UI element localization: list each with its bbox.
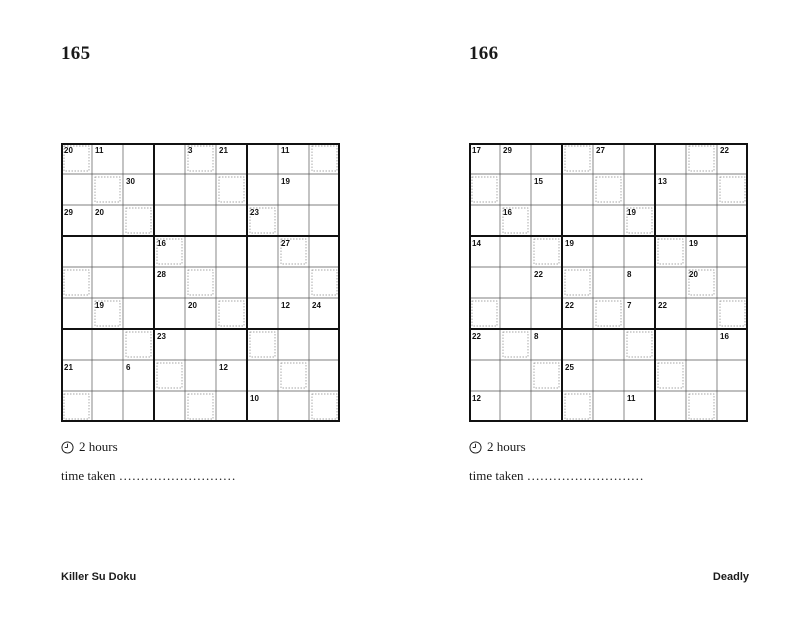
cage-outline [627,332,652,357]
cage-outline [250,332,275,357]
time-taken-right: time taken ……………………… [469,468,644,483]
cage-sum: 12 [281,301,290,310]
cage-outline [472,177,497,202]
cage-sum: 14 [472,239,481,248]
cage-sum: 15 [534,177,543,186]
cage-sum: 19 [689,239,698,248]
cage-sum: 30 [126,177,135,186]
cage-sum: 11 [95,146,104,155]
cage-sum: 21 [64,363,73,372]
cage-outline [312,146,337,171]
cage-outline [188,394,213,419]
cage-sum: 27 [596,146,605,155]
grid-lines [61,143,340,422]
cage-outline [64,270,89,295]
cage-outline [219,301,244,326]
cage-sum: 11 [281,146,290,155]
cage-sum: 29 [503,146,512,155]
cage-outline [188,270,213,295]
cage-sum: 21 [219,146,228,155]
footer-difficulty: Deadly [712,571,749,583]
cage-outline [281,363,306,388]
cage-sum: 27 [281,239,290,248]
cage-sum: 20 [689,270,698,279]
cage-sum: 16 [503,208,512,217]
cage-sum: 20 [95,208,104,217]
cage-sum: 16 [720,332,729,341]
cage-outline [565,146,590,171]
cage-sum: 16 [157,239,166,248]
cage-sum: 22 [658,301,667,310]
cage-sum: 10 [250,394,259,403]
cage-outline [658,239,683,264]
cage-sum: 23 [250,208,259,217]
puzzle-number-right: 166 [469,43,499,64]
time-taken-left: time taken ……………………… [61,468,236,483]
cage-sum: 28 [157,270,166,279]
cage-outline [472,301,497,326]
cage-sum: 22 [472,332,481,341]
timer-left [61,439,118,455]
cage-outline [534,363,559,388]
cage-sum: 25 [565,363,574,372]
cage-sum: 19 [565,239,574,248]
cage-outline [126,332,151,357]
cage-sum: 12 [219,363,228,372]
sudoku-grid-166 [469,143,748,422]
cage-sum: 12 [472,394,481,403]
cage-sum: 20 [64,146,73,155]
cage-sum: 8 [534,332,539,341]
cage-outline [689,146,714,171]
clock-icon [61,441,74,454]
footer-book-title: Killer Su Doku [61,571,137,583]
cage-sum: 3 [188,146,193,155]
cage-sum: 19 [95,301,104,310]
cage-outline [312,270,337,295]
cage-sum: 19 [281,177,290,186]
cage-sum: 22 [534,270,543,279]
cage-sum: 7 [627,301,632,310]
cage-outline [720,177,745,202]
cage-sum: 19 [627,208,636,217]
cage-outline [565,270,590,295]
cage-sum: 8 [627,270,632,279]
cage-outline [503,332,528,357]
cage-outline [596,301,621,326]
cage-sum: 24 [312,301,321,310]
cage-sum: 23 [157,332,166,341]
cage-outline [596,177,621,202]
sudoku-grid-165 [61,143,340,422]
grid-lines [469,143,748,422]
cage-sum: 20 [188,301,197,310]
cage-sum: 22 [565,301,574,310]
cage-sum: 22 [720,146,729,155]
cage-outline [64,394,89,419]
cage-sum: 29 [64,208,73,217]
cage-sum: 17 [472,146,481,155]
cage-outline [126,208,151,233]
cage-sum: 6 [126,363,131,372]
cage-sum: 11 [627,394,636,403]
cage-outline [689,394,714,419]
clock-icon [469,441,482,454]
cage-outline [565,394,590,419]
duration-label: 2 hours [79,439,118,454]
cage-outline [658,363,683,388]
timer-right [469,439,526,455]
cage-outline [95,177,120,202]
cage-outline [157,363,182,388]
cage-outline [312,394,337,419]
duration-label: 2 hours [487,439,526,454]
cage-sum: 13 [658,177,667,186]
cage-outline [720,301,745,326]
cage-outline [534,239,559,264]
puzzle-number-left: 165 [61,43,91,64]
cage-outline [219,177,244,202]
